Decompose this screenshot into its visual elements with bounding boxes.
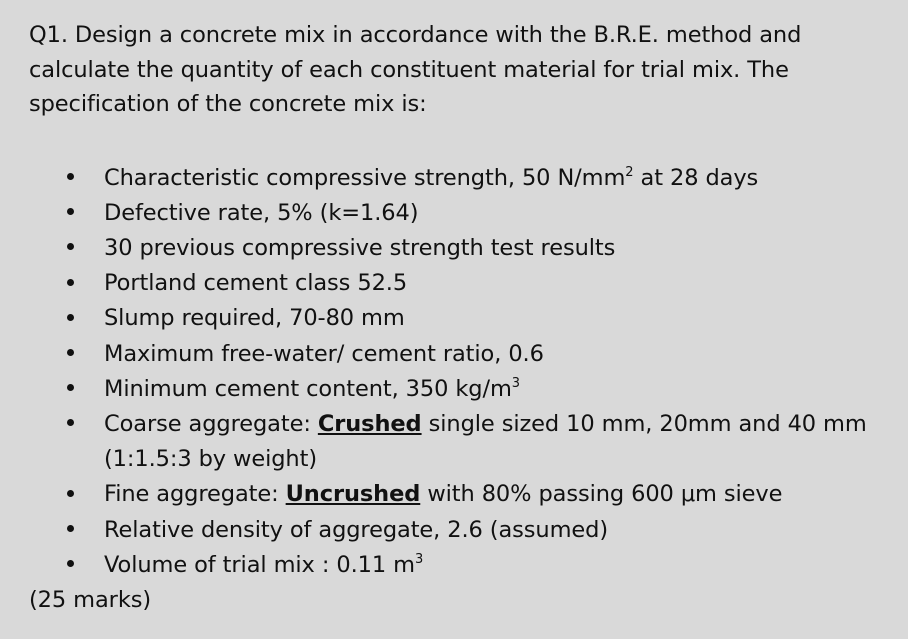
spec-previous-results-text: 30 previous compressive strength test results [104,234,616,261]
spec-water-cement-ratio [29,337,904,372]
bullet-icon [65,231,75,266]
spec-coarse-aggregate-text: single sized 10 mm, 20mm and 40 mm (1:1.5:3 by weight) [104,410,867,473]
bullet-icon [65,337,75,372]
spec-strength [29,161,904,196]
spec-slump-text: Slump required, 70-80 mm [104,305,405,332]
specification-list [29,161,908,583]
spec-fine-aggregate [29,477,904,512]
spec-slump [29,301,904,336]
spec-water-cement-ratio-text: Maximum free-water/ cement ratio, 0.6 [104,340,544,367]
crushed-emphasis: Crushed [317,410,422,437]
spec-previous-results [29,231,904,266]
spec-min-cement-text: Minimum cement content, 350 kg/m [104,375,512,402]
spec-strength-text: Characteristic compressive strength, 50 N/mm [104,164,626,191]
bullet-icon [65,161,75,196]
spec-coarse-aggregate [29,407,904,477]
bullet-icon [65,372,75,407]
uncrushed-emphasis: Uncrushed [285,481,421,508]
spec-defective-rate [29,196,904,231]
spec-strength-suffix: at 28 days [633,164,759,191]
bullet-icon [65,477,75,512]
bullet-icon [65,196,75,231]
spec-fine-aggregate-text: with 80% passing 600 μm sieve [420,481,783,508]
spec-relative-density-text: Relative density of aggregate, 2.6 (assumed) [104,516,608,543]
spec-cement-class-text: Portland cement class 52.5 [104,270,408,297]
bullet-icon [65,266,75,301]
squared-superscript: 2 [625,164,634,180]
cubed-superscript: 3 [414,551,424,567]
bullet-icon [65,548,75,583]
spec-relative-density [29,513,904,548]
bullet-icon [65,513,75,548]
spec-coarse-aggregate-label: Coarse aggregate: [104,410,318,437]
spec-trial-volume-text: Volume of trial mix : 0.11 m [104,551,415,578]
spec-trial-volume [29,548,904,583]
question-text: Q1. Design a concrete mix in accordance with the B.R.E. method and calculate the quantity of each constituent material for trial mix. The specification of the concrete mix is: [29,22,802,117]
spec-cement-class [29,266,904,301]
spec-fine-aggregate-label: Fine aggregate: [104,481,286,508]
spec-min-cement [29,372,904,407]
spec-defective-rate-text: Defective rate, 5% (k=1.64) [104,199,419,226]
marks-label: (25 marks) [29,586,152,613]
cubed-superscript: 3 [511,375,520,391]
bullet-icon [65,407,75,442]
bullet-icon [65,301,75,336]
